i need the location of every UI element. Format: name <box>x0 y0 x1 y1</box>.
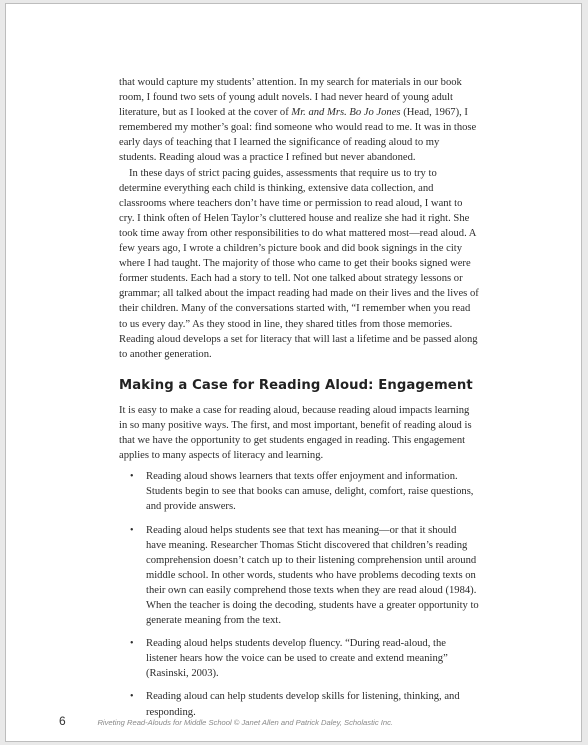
list-item <box>119 469 479 514</box>
bullet-icon: • <box>130 524 134 536</box>
list-item-text: Reading aloud helps students develop fluency. “During read-aloud, the listener hears how the voice can be used to create and extend meaning” (Rasinski, 2003). <box>146 638 448 680</box>
list-item-text: Reading aloud can help students develop skills for listening, thinking, and responding. <box>146 691 460 718</box>
section-heading: Making a Case for Reading Aloud: Engagement <box>119 377 473 393</box>
paragraph-1 <box>119 75 479 166</box>
book-title: Mr. and Mrs. Bo Jo Jones <box>291 107 401 119</box>
paragraph-2: In these days of strict pacing guides, assessments that require us to try to determine everything each child is thinking, extensive data collection, and classrooms where teachers don’t have time or permission to read aloud, I want to cry. I think often of Helen Taylor’s cluttered house and realize she had it right. She took time away from other responsibilities to do what mattered most—read aloud. A few years ago, I wrote a children’s picture book and did book signings in the city where I had taught. The majority of those who came to get their books signed were former students. Each had a story to tell. Not one talked about strategy lessons or grammar; all talked about the impact reading had made on their lives and the lives of their children. Many of the conversations started with, “I remember when you read to us every day.” As they stood in line, they shared titles from those memories. Reading aloud develops a set for literacy that will last a lifetime and be passed along to another generation. <box>119 167 479 360</box>
list-item-text: Reading aloud shows learners that texts offer enjoyment and information. Students begin to see that books can amuse, delight, comfort, raise questions, and provide answers. <box>146 471 474 513</box>
page-number: 6 <box>59 714 66 728</box>
section-intro: It is easy to make a case for reading aloud, because reading aloud impacts learning in so many positive ways. The first, and most important, benefit of reading aloud is that we have the opportunity to get students engaged in reading. This engagement applies to many aspects of literacy and learning. <box>119 404 472 462</box>
footer-credit: Riveting Read-Alouds for Middle School © Janet Allen and Patrick Daley, Scholastic Inc. <box>97 718 394 727</box>
list-item <box>119 636 479 681</box>
list-item-text: Reading aloud helps students see that text has meaning—or that it should have meaning. Researcher Thomas Sticht discovered that children’s reading comprehension doesn’t catch up to their listening comprehension until around middle school. In other words, students who have problems decoding texts on their own can easily comprehend those texts when they are read aloud (1984). When the teacher is doing the decoding, students have a greater opportunity to generate meaning from the text. <box>146 524 479 627</box>
paragraph-1-text-b: (Head, 1967), I remembered my mother’s goal: find someone who would read to me. It was in those early days of teaching that I learned the significance of reading aloud to my students. Reading aloud was a practice I refined but never abandoned. <box>119 107 477 164</box>
list-item <box>119 523 479 629</box>
page-footer <box>59 712 559 730</box>
bullet-list <box>119 469 479 719</box>
page-content <box>119 75 479 728</box>
paragraph-1-text-a: that would capture my students’ attention. In my search for materials in our book room, I found two sets of young adult novels. I had never heard of young adult literature, but as I looked at the cover of <box>119 77 462 119</box>
bullet-icon: • <box>130 471 134 483</box>
bullet-icon: • <box>130 691 134 703</box>
bullet-icon: • <box>130 638 134 650</box>
document-page <box>5 3 582 742</box>
